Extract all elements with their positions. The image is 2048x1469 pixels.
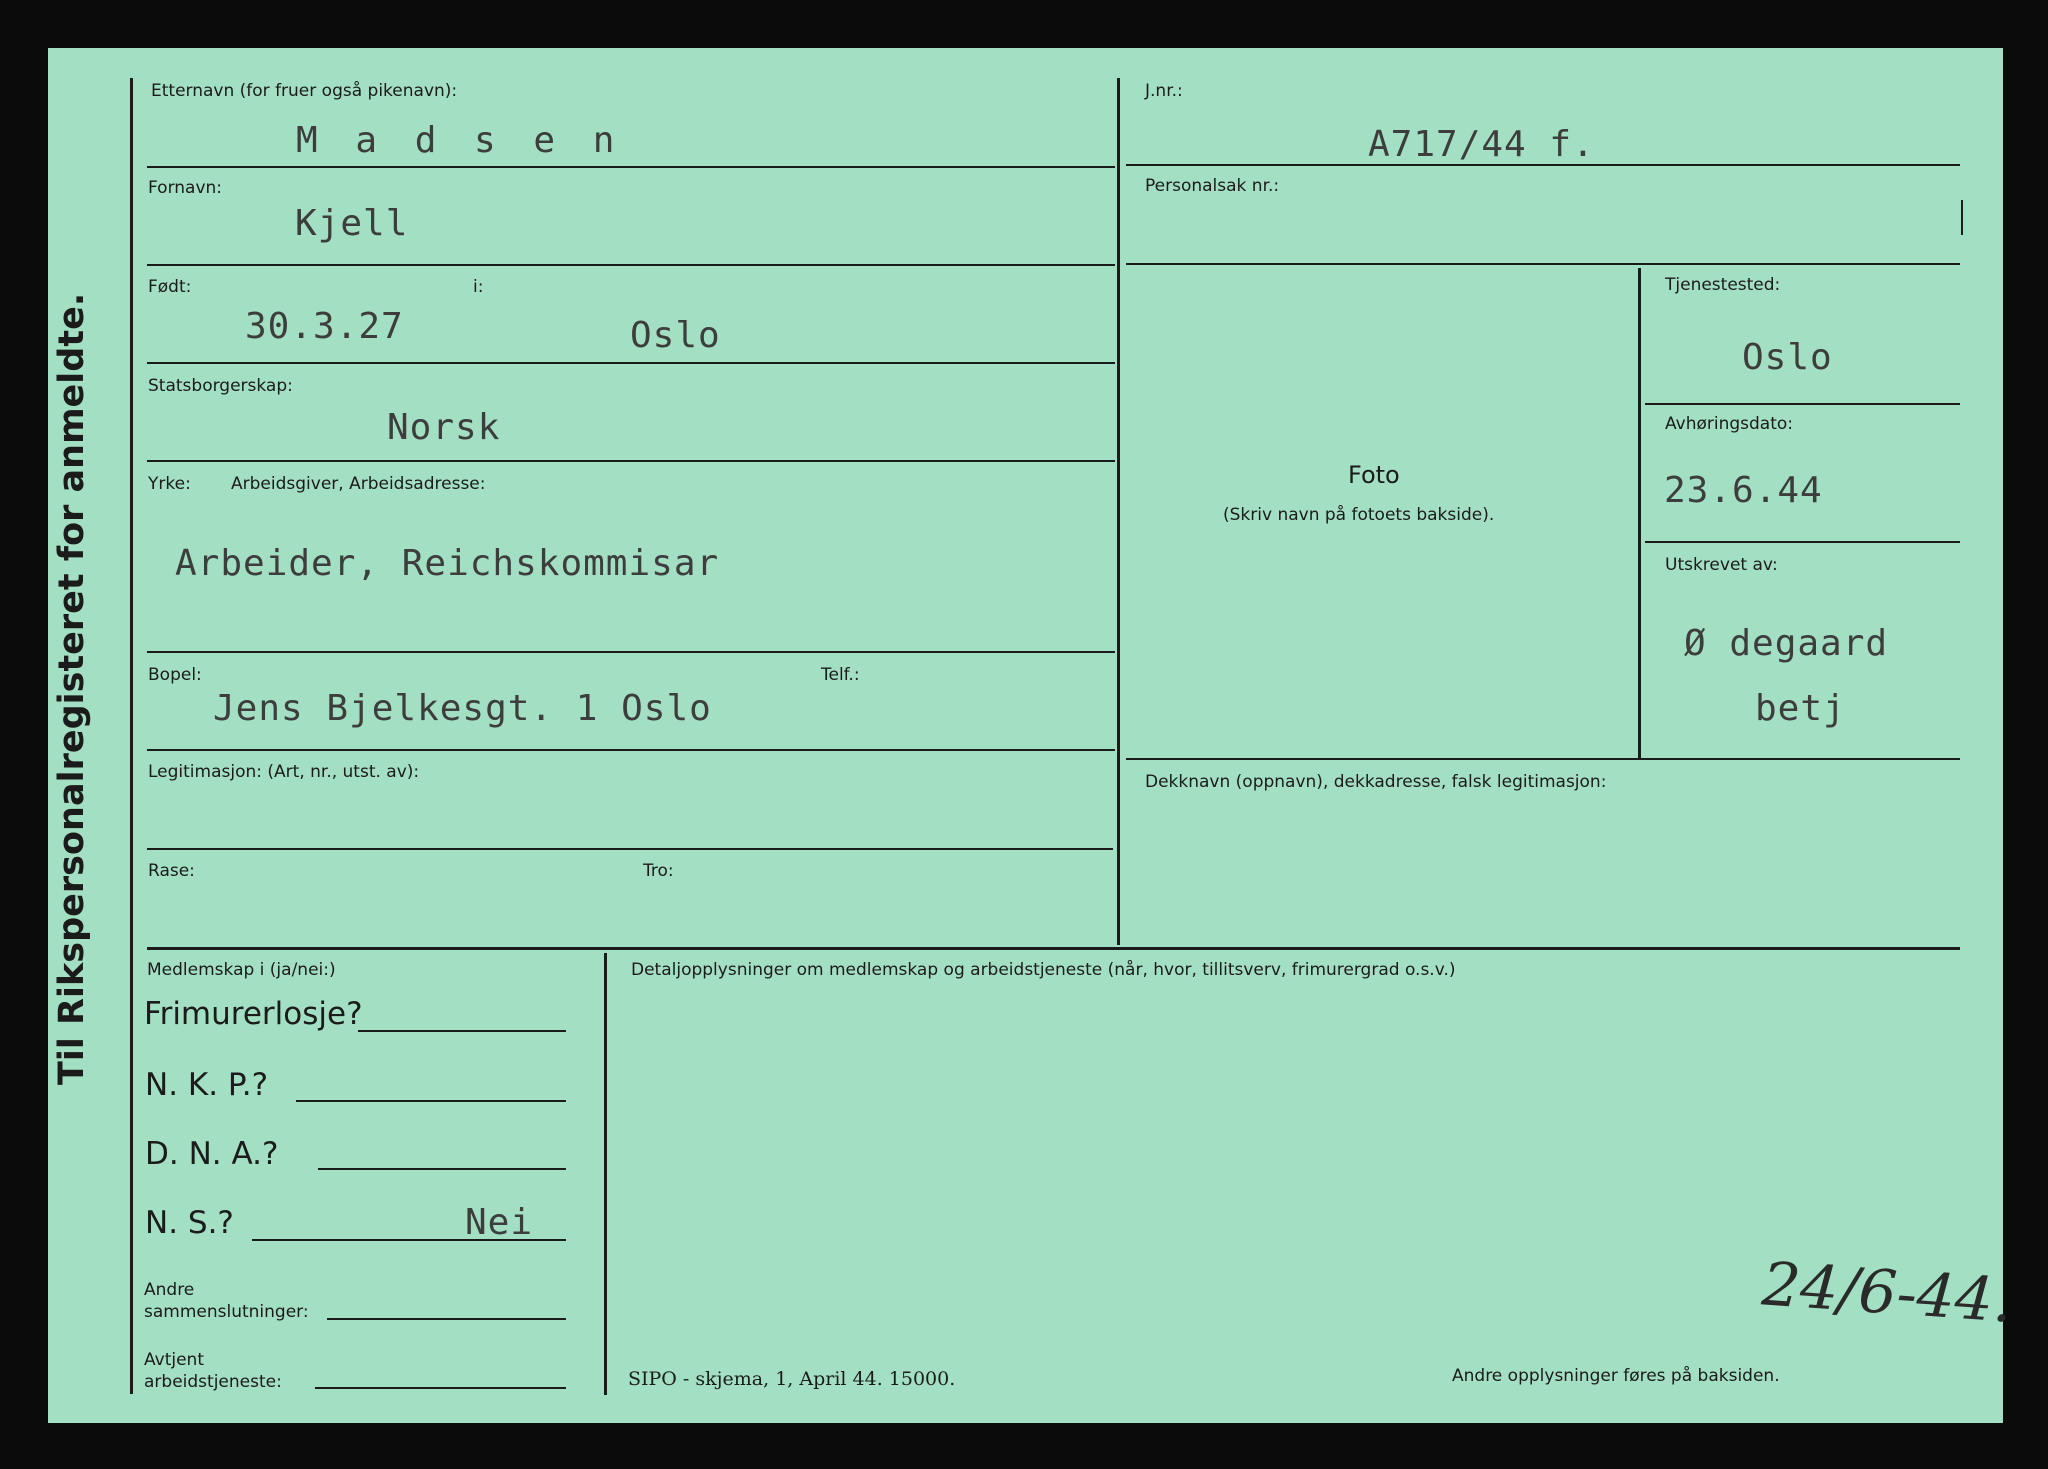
value-utskrevet-1: Ø degaard — [1684, 623, 1889, 664]
label-andre-opplysninger: Andre opplysninger føres på baksiden. — [1452, 1366, 1780, 1386]
value-etternavn: M a d s e n — [296, 120, 623, 161]
label-dekknavn: Dekknavn (oppnavn), dekkadresse, falsk legitimasjon: — [1145, 772, 1607, 792]
value-fornavn: Kjell — [295, 203, 409, 244]
label-i: i: — [473, 277, 484, 297]
value-avhoringsdato: 23.6.44 — [1664, 470, 1823, 511]
label-medlemskap: Medlemskap i (ja/nei:) — [147, 960, 336, 980]
left-margin-line — [130, 78, 133, 1394]
label-ns: N. S.? — [145, 1205, 234, 1241]
label-rase: Rase: — [148, 861, 195, 881]
label-avhoringsdato: Avhøringsdato: — [1665, 414, 1794, 434]
line-section-divider — [147, 947, 1960, 950]
line-avhoringsdato — [1645, 541, 1960, 543]
label-foto: Foto — [1348, 461, 1400, 489]
value-bopel: Jens Bjelkesgt. 1 Oslo — [213, 688, 712, 729]
value-tjenestested: Oslo — [1742, 337, 1833, 378]
line-avtjent — [315, 1387, 566, 1389]
line-frimurerlosje — [358, 1030, 566, 1032]
line-dna — [318, 1168, 566, 1170]
value-ns: Nei — [465, 1202, 534, 1243]
right-edge-tick — [1961, 200, 1963, 235]
label-bopel: Bopel: — [148, 665, 202, 685]
label-andre-2: sammenslutninger: — [144, 1302, 309, 1322]
label-frimurerlosje: Frimurerlosje? — [144, 996, 363, 1032]
label-tjenestested: Tjenestested: — [1665, 275, 1781, 295]
line-etternavn — [147, 166, 1115, 168]
value-utskrevet-2: betj — [1755, 688, 1846, 729]
label-avtjent-1: Avtjent — [144, 1350, 204, 1370]
label-foto-note: (Skriv navn på fotoets bakside). — [1223, 505, 1495, 525]
value-jnr: A717/44 f. — [1368, 124, 1595, 165]
line-yrke — [147, 651, 1115, 653]
handwritten-date: 24/6-44. — [1759, 1249, 2015, 1337]
line-statsborgerskap — [147, 460, 1115, 462]
label-legitimasjon: Legitimasjon: (Art, nr., utst. av): — [148, 762, 420, 782]
value-statsborgerskap: Norsk — [387, 407, 501, 448]
label-etternavn: Etternavn (for fruer også pikenavn): — [151, 81, 458, 101]
line-personalsak — [1126, 263, 1960, 265]
line-fornavn — [147, 264, 1115, 266]
value-yrke: Arbeider, Reichskommisar — [175, 543, 720, 584]
label-fornavn: Fornavn: — [148, 178, 223, 198]
form-print-note: SIPO - skjema, 1, April 44. 15000. — [628, 1368, 956, 1390]
label-nkp: N. K. P.? — [145, 1067, 269, 1103]
label-avtjent-2: arbeidstjeneste: — [144, 1372, 282, 1392]
line-bopel — [147, 749, 1115, 751]
label-andre-1: Andre — [144, 1280, 195, 1300]
side-title: Til Rikspersonalregisteret for anmeldte. — [52, 292, 92, 1085]
line-tjenestested — [1645, 403, 1960, 405]
value-fodested: Oslo — [630, 315, 721, 356]
line-andre — [327, 1318, 566, 1320]
line-legitimasjon — [147, 848, 1113, 850]
line-dekknavn — [1126, 758, 1960, 760]
line-nkp — [296, 1100, 566, 1102]
label-utskrevet: Utskrevet av: — [1665, 555, 1778, 575]
label-arbeidsgiver: Arbeidsgiver, Arbeidsadresse: — [231, 474, 486, 494]
label-telf: Telf.: — [821, 665, 860, 685]
bottom-divider-line — [604, 953, 607, 1395]
label-statsborgerskap: Statsborgerskap: — [148, 376, 293, 396]
value-fodt: 30.3.27 — [245, 306, 404, 347]
label-jnr: J.nr.: — [1145, 81, 1183, 101]
label-yrke: Yrke: — [148, 474, 191, 494]
registration-card — [48, 48, 2003, 1423]
label-tro: Tro: — [643, 861, 674, 881]
label-personalsak: Personalsak nr.: — [1145, 176, 1280, 196]
label-detalj: Detaljopplysninger om medlemskap og arbeidstjeneste (når, hvor, tillitsverv, frimurergrad o.s.v.) — [631, 960, 1456, 980]
label-fodt: Født: — [148, 277, 192, 297]
label-dna: D. N. A.? — [145, 1136, 279, 1172]
center-divider-line — [1117, 78, 1120, 945]
right-column-divider — [1638, 268, 1641, 758]
line-fodt — [147, 362, 1115, 364]
